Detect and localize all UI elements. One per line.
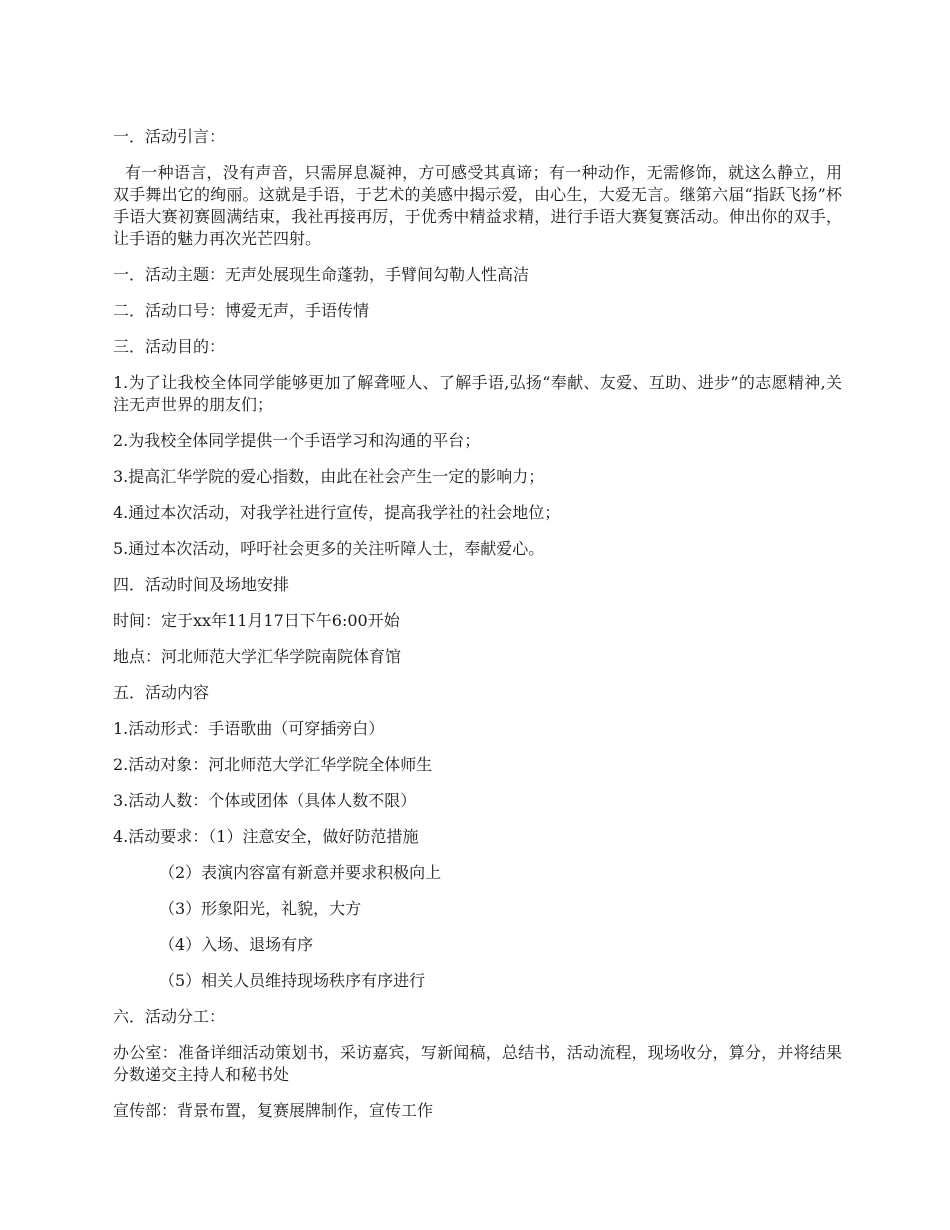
division-heading: 六．活动分工： <box>113 1007 226 1026</box>
purpose-item-4: 4.通过本次活动，对我学社进行宣传，提高我学社的社会地位； <box>113 503 561 522</box>
requirement-item-3: （3）形象阳光，礼貌，大方 <box>159 899 362 918</box>
purpose-item-5: 5.通过本次活动，呼吁社会更多的关注听障人士，奉献爱心。 <box>113 539 545 558</box>
publicity-duty: 宣传部：背景布置，复赛展牌制作，宣传工作 <box>113 1101 434 1120</box>
content-item-1: 1.活动形式：手语歌曲（可穿插旁白） <box>113 719 385 738</box>
time-line: 时间：定于xx年11月17日下午6:00开始 <box>113 611 400 630</box>
content-item-3: 3.活动人数：个体或团体（具体人数不限） <box>113 791 417 810</box>
requirement-item-4: （4）入场、退场有序 <box>159 935 314 954</box>
content-item-2: 2.活动对象：河北师范大学汇华学院全体师生 <box>113 755 433 774</box>
content-item-4: 4.活动要求：（1）注意安全，做好防范措施 <box>113 827 419 846</box>
purpose-item-3: 3.提高汇华学院的爱心指数，由此在社会产生一定的影响力； <box>113 467 545 486</box>
theme-line: 一．活动主题：无声处展现生命蓬勃，手臂间勾勒人性高洁 <box>113 265 530 284</box>
document-body <box>113 126 842 1136</box>
intro-heading: 一．活动引言： <box>113 127 226 146</box>
requirement-item-5: （5）相关人员维持现场秩序有序进行 <box>159 971 426 990</box>
office-duty: 办公室：准备详细活动策划书，采访嘉宾，写新闻稿，总结书，活动流程，现场收分，算分，并将结果分数递交主持人和秘书处 <box>113 1043 842 1084</box>
requirement-item-2: （2）表演内容富有新意并要求积极向上 <box>159 863 442 882</box>
purpose-item-2: 2.为我校全体同学提供一个手语学习和沟通的平台； <box>113 431 481 450</box>
slogan-line: 二．活动口号：博爱无声，手语传情 <box>113 301 370 320</box>
intro-paragraph: 有一种语言，没有声音，只需屏息凝神，方可感受其真谛；有一种动作，无需修饰，就这么静立，用双手舞出它的绚丽。这就是手语，于艺术的美感中揭示爱，由心生，大爱无言。继第六届“指跃飞扬”杯手语大赛初赛圆满结束，我社再接再厉，于优秀中精益求精，进行手语大赛复赛活动。伸出你的双手，让手语的魅力再次光芒四射。 <box>113 163 842 248</box>
place-line: 地点：河北师范大学汇华学院南院体育馆 <box>113 647 402 666</box>
purpose-item-1: 1.为了让我校全体同学能够更加了解聋哑人、了解手语,弘扬“奉献、友爱、互助、进步”的志愿精神,关注无声世界的朋友们； <box>113 373 842 414</box>
time-heading: 四．活动时间及场地安排 <box>113 575 290 594</box>
purpose-heading: 三．活动目的： <box>113 337 226 356</box>
content-heading: 五．活动内容 <box>113 683 210 702</box>
